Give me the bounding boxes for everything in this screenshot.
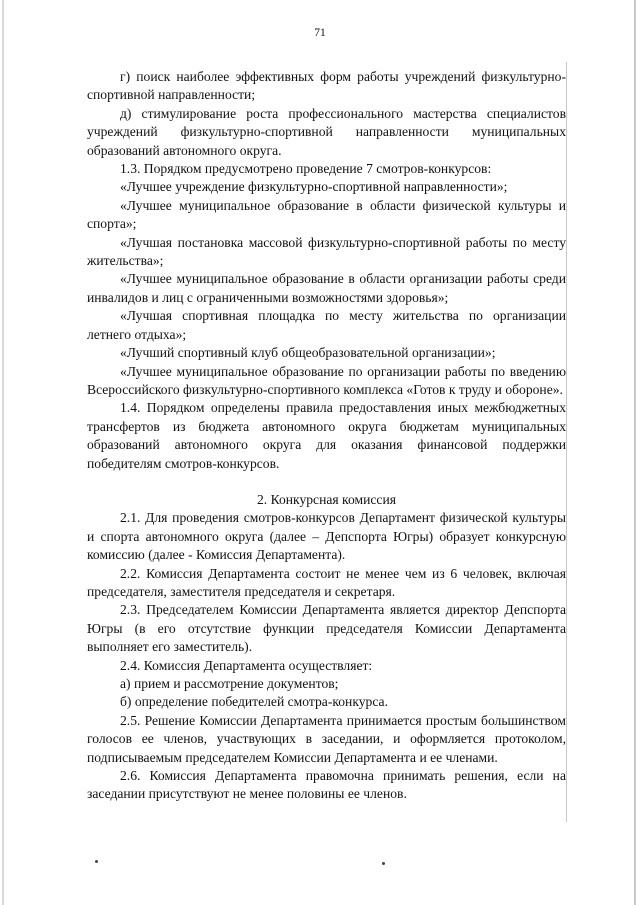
paragraph-2-2: 2.2. Комиссия Департамента состоит не менее чем из 6 человек, включая председателя, заместителя председателя и секретаря. — [87, 565, 566, 599]
paragraph-2-4-b: б) определение победителей смотра-конкурса. — [120, 694, 388, 710]
scan-speck — [382, 862, 385, 865]
section-heading: 2. Конкурсная комиссия — [257, 491, 396, 507]
scan-margin-line — [566, 62, 567, 822]
paragraph-1-3: 1.3. Порядком предусмотрено проведение 7 смотров-конкурсов: — [120, 161, 492, 177]
paragraph-2-4-a: а) прием и рассмотрение документов; — [120, 676, 339, 691]
paragraph-2-3: 2.3. Председателем Комиссии Департамента является директор Депспорта Югры (в его отсутствие функции председателя Комиссии Департамента выполняет его заместитель). — [87, 602, 566, 655]
contest-item-4: «Лучшее муниципальное образование в области организации работы среди инвалидов и лиц с ограниченными возможностями здоровья»; — [87, 271, 566, 305]
contest-item-3: «Лучшая постановка массовой физкультурно-спортивной работы по месту жительства»; — [87, 234, 566, 269]
contest-item-5: «Лучшая спортивная площадка по месту жительства по организации летнего отдыха»; — [87, 308, 566, 342]
paragraph-g: г) поиск наиболее эффективных форм работы учреждений физкультурно-спортивной направленности; — [87, 69, 566, 103]
document-body — [87, 68, 566, 804]
contest-item-2: «Лучшее муниципальное образование в области физической культуры и спорта»; — [87, 197, 566, 232]
paragraph-1-4: 1.4. Порядком определены правила предоставления иных межбюджетных трансфертов из бюджета автономного округа бюджетам муниципальных образований автономного округа для оказания финансовой поддержки победителям смотров-конкурсов. — [87, 400, 566, 471]
page-number: 71 — [314, 27, 326, 39]
scan-edge-left — [2, 0, 4, 905]
contest-item-7: «Лучшее муниципальное образование по организации работы по введению Всероссийского физкультурно-спортивного комплекса «Готов к труду и обороне». — [87, 363, 566, 397]
paragraph-2-6: 2.6. Комиссия Департамента правомочна принимать решения, если на заседании присутствуют не менее половины ее членов. — [87, 768, 566, 802]
contest-item-6: «Лучший спортивный клуб общеобразовательной организации»; — [120, 345, 496, 361]
scan-edge-right — [634, 0, 636, 905]
scan-speck — [95, 860, 98, 863]
paragraph-2-1: 2.1. Для проведения смотров-конкурсов Департамент физической культуры и спорта автономного округа (далее – Депспорта Югры) образует конкурсную комиссию (далее - Комиссия Департамента). — [87, 510, 566, 563]
contest-item-1: «Лучшее учреждение физкультурно-спортивной направленности»; — [120, 179, 508, 195]
paragraph-2-5: 2.5. Решение Комиссии Департамента принимается простым большинством голосов ее членов, участвующих в заседании, и оформляется протоколом, подписываемым председателем Комиссии Департамента и ее членами. — [87, 712, 566, 765]
paragraph-d: д) стимулирование роста профессионального мастерства специалистов учреждений физкультурно-спортивной направленности муниципальных образований автономного округа. — [87, 105, 566, 158]
paragraph-2-4: 2.4. Комиссия Департамента осуществляет: — [120, 657, 373, 673]
